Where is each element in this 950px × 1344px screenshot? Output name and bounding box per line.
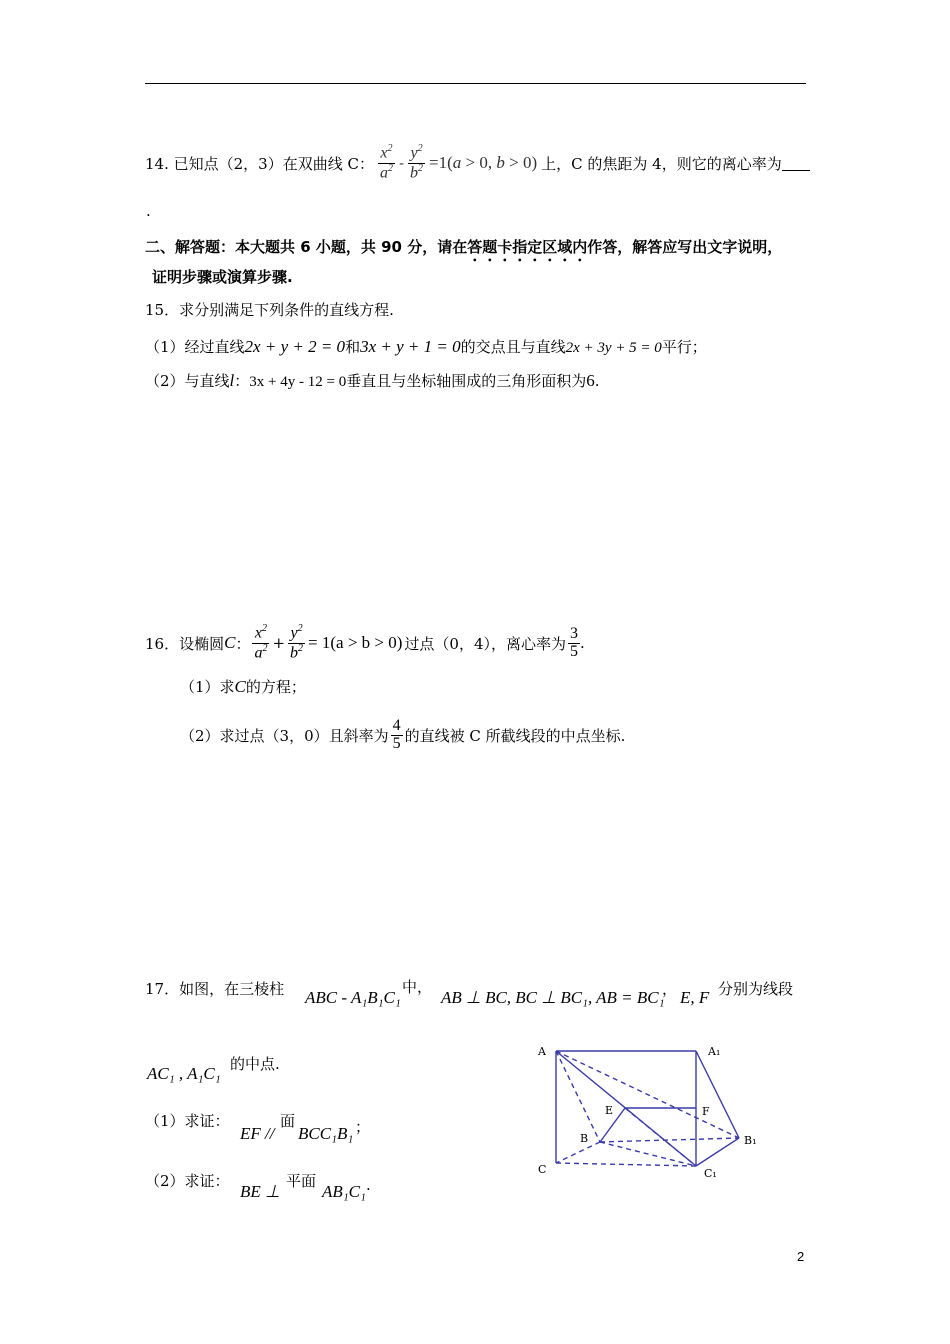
q17-prism: ABC - A₁B₁C₁ <box>305 988 401 1007</box>
q16-eccentricity <box>568 626 580 661</box>
q14-prefix: 14. 已知点（2，3）在双曲线 C： <box>145 154 374 173</box>
q17-p2-plane: AB₁C₁ <box>322 1182 366 1201</box>
q17-stem-mid: 中， <box>402 978 433 996</box>
q16-p2-a: （2）求过点（3，0）且斜率为 <box>180 726 389 745</box>
q15-p2-end: . <box>594 372 600 390</box>
q15-line-eq-3: 2x + 3y + 5 = 0 <box>565 340 662 356</box>
q17-p1-label: （1）求证： <box>145 1112 230 1130</box>
q17-segments: AC₁ , A₁C₁ <box>147 1064 221 1083</box>
edge-B-C <box>556 1142 600 1163</box>
label-C1: C₁ <box>704 1167 717 1180</box>
q14-period: . <box>146 202 151 220</box>
label-B1: B₁ <box>744 1134 757 1147</box>
q15-stem: 15．求分别满足下列条件的直线方程. <box>145 301 394 319</box>
q14-hyperbola-eq: $\frac{x^2}{a^2}$ - $\frac{y^2}{b^2}$ =1(a > 0, b > 0) <box>379 143 538 181</box>
q16-ellipse-cond: = 1(a > b > 0) <box>308 633 403 652</box>
q17-stem-c: 的中点. <box>230 1055 280 1073</box>
q16-part-2 <box>180 712 625 758</box>
q17-p1-face: 面 <box>280 1112 296 1130</box>
q15-area-value: 6 <box>586 371 595 390</box>
q15-p2-mid: 垂直且与坐标轴围成的三角形面积为 <box>346 372 587 390</box>
q17-p2-face: 平面 <box>286 1172 317 1190</box>
q17-ef: E, F <box>680 988 710 1007</box>
q17-p1-end: ； <box>355 1118 371 1136</box>
section-2-text-b: 作答，解答应写出文字说明， <box>587 238 783 256</box>
prism-figure <box>530 1036 770 1186</box>
q17-p2-label: （2）求证： <box>145 1172 230 1190</box>
label-E: E <box>605 1104 614 1117</box>
q17-stem-b: 分别为线段 <box>718 980 794 998</box>
q17-p1-expr: EF // <box>240 1124 275 1143</box>
section-2-heading-line2: 证明步骤或演算步骤. <box>152 268 293 286</box>
label-A1: A₁ <box>708 1045 721 1058</box>
q16-stem: 16．设椭圆 C ： $\frac{x^2}{a^2}$ + $\frac{y^2}{b^2}$ = 1(a > b > 0) 过点（0，4），离心率为 $\frac{3}{5}$ . <box>145 623 585 661</box>
q14-suffix: 上，C 的焦距为 4，则它的离心率为 <box>541 154 782 173</box>
q16-p1-c: C <box>234 677 246 696</box>
q15-line-l: l <box>229 371 235 390</box>
q17-p2-end: . <box>366 1176 371 1194</box>
q15-p1-mid: 的交点且与直线 <box>460 338 566 356</box>
q16-ellipse-eq: $\frac{x^2}{a^2}$ + $\frac{y^2}{b^2}$ = 1(a > b > 0) <box>254 623 403 661</box>
q17-sep: ， <box>662 980 678 998</box>
edge-C-C1 <box>556 1163 696 1166</box>
edge-A-B <box>556 1051 600 1142</box>
header-rule <box>145 83 806 84</box>
q15-line-eq-2: 3x + y + 1 = 0 <box>360 337 461 356</box>
label-F: F <box>702 1105 710 1118</box>
q16-p1-a: （1）求 <box>180 678 235 696</box>
q15-line-eq-1: 2x + y + 2 = 0 <box>244 337 346 356</box>
edge-A-B1 <box>556 1051 739 1138</box>
q15-p1-end: 平行； <box>661 338 707 356</box>
label-B: B <box>580 1132 589 1145</box>
q16-slope <box>391 718 403 753</box>
q16-colon: ： <box>235 634 251 653</box>
q15-and: 和 <box>345 338 361 356</box>
section-2-text-a: 二、解答题：本大题共 6 小题，共 90 分，请在 <box>145 238 468 256</box>
q15-part-1 <box>145 336 707 357</box>
edge-A1-B1 <box>696 1051 739 1138</box>
question-14 <box>145 138 810 188</box>
q17-part-2 <box>145 1170 230 1191</box>
q16-ecc-den: 5 <box>570 642 579 660</box>
q16-p2-b: 的直线被 C 所截线段的中点坐标. <box>404 726 626 745</box>
q17-part-1 <box>145 1110 230 1131</box>
page-number: 2 <box>797 1249 805 1264</box>
label-A: A <box>538 1045 546 1058</box>
q16-p1-b: 的方程； <box>245 678 306 696</box>
q17-p2-expr: BE ⊥ <box>240 1182 280 1201</box>
q17-stem-a: 17．如图，在三棱柱 <box>145 980 285 998</box>
q15-p1-label: （1）经过直线 <box>145 338 245 356</box>
q16-slope-num: 4 <box>392 716 401 734</box>
section-2-heading <box>145 236 782 265</box>
edge-B-B1 <box>600 1138 739 1142</box>
q15-p2-colon: ： <box>234 372 250 390</box>
answer-blank <box>782 156 810 171</box>
q15-p2-label: （2）与直线 <box>145 372 230 390</box>
q16-stem-b: 过点（0，4），离心率为 <box>404 634 567 653</box>
q16-stem-a: 16．设椭圆 <box>145 634 225 653</box>
q16-ecc-num: 3 <box>570 624 579 642</box>
edge-B1-C1 <box>696 1138 739 1166</box>
q17-stem <box>145 978 284 999</box>
q16-slope-den: 5 <box>392 734 401 752</box>
q15-line-eq-4: 3x + 4y - 12 = 0 <box>249 374 347 390</box>
label-C: C <box>538 1163 547 1176</box>
q17-p1-plane: BCC₁B₁ <box>298 1124 354 1143</box>
q16-part-1 <box>180 676 306 697</box>
q17-conditions: AB ⊥ BC, BC ⊥ BC₁, AB = BC₁ <box>441 988 665 1007</box>
q15-part-2 <box>145 370 600 391</box>
q16-ellipse-name: C <box>224 633 236 652</box>
section-2-dotted: 答题卡指定区域内 <box>467 238 588 256</box>
